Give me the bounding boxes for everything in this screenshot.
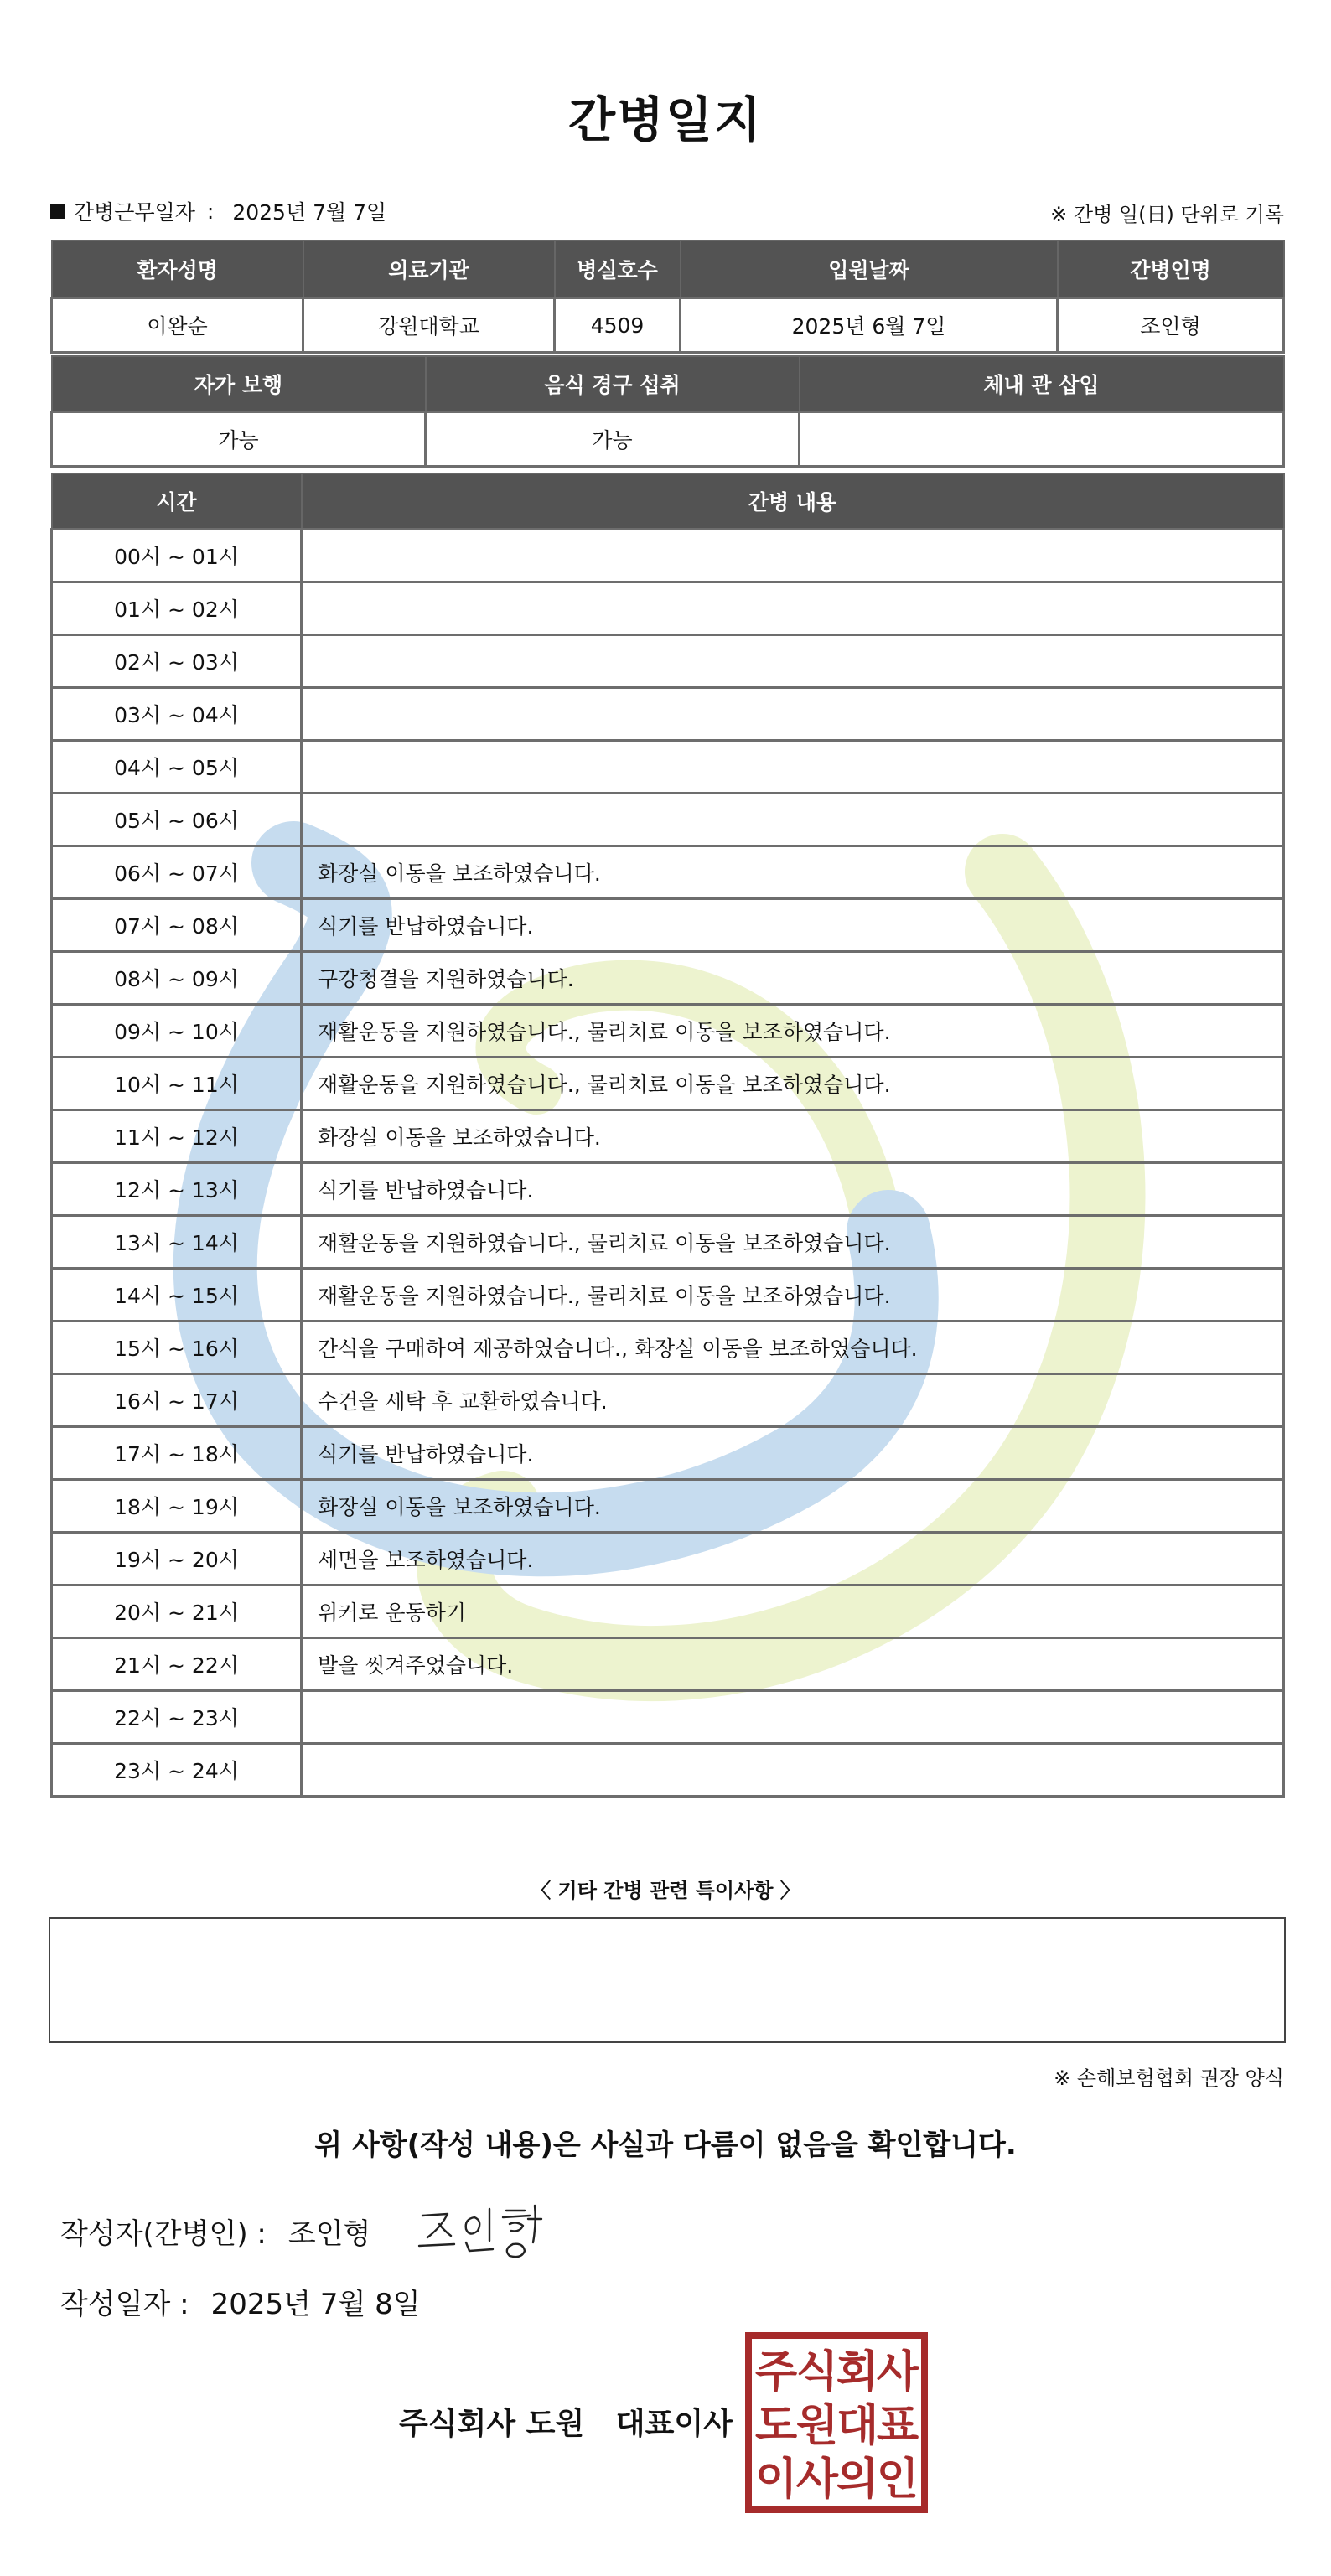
- content-cell: [302, 794, 1284, 846]
- content-cell: 재활운동을 지원하였습니다., 물리치료 이동을 보조하였습니다.: [302, 1005, 1284, 1058]
- content-cell: [302, 741, 1284, 794]
- work-date-value: 2025년 7월 7일: [232, 200, 387, 225]
- table-row: [52, 1744, 1284, 1797]
- time-cell: 11시 ~ 12시: [52, 1110, 302, 1163]
- table-row: [52, 846, 1284, 899]
- content-cell: 식기를 반납하였습니다.: [302, 1427, 1284, 1480]
- patient-name-cell: 이완순: [52, 298, 303, 353]
- room-cell: 4509: [555, 298, 681, 353]
- handwritten-signature: [416, 2199, 558, 2263]
- patient-name-header: 환자성명: [52, 241, 303, 298]
- time-cell: 17시 ~ 18시: [52, 1427, 302, 1480]
- written-date-label: 작성일자 :: [60, 2288, 189, 2321]
- written-date-line: [60, 2281, 421, 2322]
- table-row: [52, 1005, 1284, 1058]
- table-row: [52, 794, 1284, 846]
- writer-line: [60, 2211, 370, 2252]
- hospital-cell: 강원대학교: [303, 298, 555, 353]
- tube-cell: [800, 412, 1284, 467]
- content-cell: 수건을 세탁 후 교환하였습니다.: [302, 1374, 1284, 1427]
- form-source-note: ※ 손해보험협회 권장 양식: [1054, 2066, 1284, 2090]
- content-cell: [302, 688, 1284, 741]
- oral-intake-cell: 가능: [426, 412, 800, 467]
- content-cell: [302, 635, 1284, 688]
- tube-header: 체내 관 삽입: [800, 356, 1284, 412]
- content-cell: 식기를 반납하였습니다.: [302, 899, 1284, 952]
- time-cell: 09시 ~ 10시: [52, 1005, 302, 1058]
- table-row: [52, 530, 1284, 582]
- content-cell: 화장실 이동을 보조하였습니다.: [302, 1110, 1284, 1163]
- time-cell: 14시 ~ 15시: [52, 1269, 302, 1322]
- company-seal-stamp: [744, 2331, 929, 2514]
- table-row: [52, 1322, 1284, 1374]
- svg-text:표: 표: [876, 2401, 919, 2451]
- page-title: 간병일지: [567, 91, 764, 148]
- company-signatory: 주식회사 도원 대표이사: [399, 2407, 733, 2441]
- time-cell: 02시 ~ 03시: [52, 635, 302, 688]
- time-cell: 21시 ~ 22시: [52, 1638, 302, 1691]
- unit-note: ※ 간병 일(日) 단위로 기록: [1050, 203, 1284, 226]
- ability-value-row: [52, 412, 1284, 467]
- svg-text:도: 도: [754, 2401, 798, 2451]
- content-cell: 발을 씻겨주었습니다.: [302, 1638, 1284, 1691]
- table-row: [52, 1163, 1284, 1216]
- content-cell: 세면을 보조하였습니다.: [302, 1533, 1284, 1585]
- svg-text:식: 식: [795, 2347, 839, 2398]
- table-row: [52, 1480, 1284, 1533]
- table-row: [52, 952, 1284, 1005]
- table-row: [52, 1374, 1284, 1427]
- time-cell: 13시 ~ 14시: [52, 1216, 302, 1269]
- caregiver-header: 간병인명: [1058, 241, 1284, 298]
- patient-info-table: [50, 240, 1285, 354]
- hospital-header: 의료기관: [303, 241, 555, 298]
- table-row: [52, 1691, 1284, 1744]
- content-cell: 화장실 이동을 보조하였습니다.: [302, 1480, 1284, 1533]
- walking-cell: 가능: [52, 412, 426, 467]
- caregiver-cell: 조인형: [1058, 298, 1284, 353]
- svg-text:회: 회: [836, 2347, 879, 2398]
- written-date-value: 2025년 7월 8일: [210, 2288, 421, 2321]
- walking-header: 자가 보행: [52, 356, 426, 412]
- table-row: [52, 741, 1284, 794]
- svg-text:인: 인: [876, 2454, 919, 2505]
- time-cell: 04시 ~ 05시: [52, 741, 302, 794]
- care-content-header: 간병 내용: [302, 473, 1284, 530]
- writer-name: 조인형: [287, 2217, 371, 2251]
- content-cell: [302, 530, 1284, 582]
- table-row: [52, 1058, 1284, 1110]
- work-date-label: 간병근무일자: [74, 200, 195, 225]
- table-row: [52, 635, 1284, 688]
- content-cell: 간식을 구매하여 제공하였습니다., 화장실 이동을 보조하였습니다.: [302, 1322, 1284, 1374]
- content-cell: 재활운동을 지원하였습니다., 물리치료 이동을 보조하였습니다.: [302, 1216, 1284, 1269]
- schedule-header-row: [52, 473, 1284, 530]
- time-cell: 00시 ~ 01시: [52, 530, 302, 582]
- table-row: [52, 688, 1284, 741]
- content-cell: 재활운동을 지원하였습니다., 물리치료 이동을 보조하였습니다.: [302, 1269, 1284, 1322]
- work-date-separator: :: [206, 199, 215, 224]
- confirmation-statement: 위 사항(작성 내용)은 사실과 다름이 없음을 확인합니다.: [314, 2129, 1017, 2162]
- table-row: [52, 1585, 1284, 1638]
- time-cell: 08시 ~ 09시: [52, 952, 302, 1005]
- content-cell: 화장실 이동을 보조하였습니다.: [302, 846, 1284, 899]
- oral-intake-header: 음식 경구 섭취: [426, 356, 800, 412]
- time-cell: 05시 ~ 06시: [52, 794, 302, 846]
- svg-text:이: 이: [754, 2454, 798, 2505]
- table-row: [52, 899, 1284, 952]
- svg-text:원: 원: [795, 2401, 839, 2451]
- time-cell: 12시 ~ 13시: [52, 1163, 302, 1216]
- table-row: [52, 582, 1284, 635]
- time-cell: 03시 ~ 04시: [52, 688, 302, 741]
- care-schedule-table: [50, 473, 1285, 1798]
- time-cell: 01시 ~ 02시: [52, 582, 302, 635]
- writer-label: 작성자(간병인) :: [60, 2217, 267, 2251]
- table-row: [52, 1216, 1284, 1269]
- table-row: [52, 1269, 1284, 1322]
- time-cell: 16시 ~ 17시: [52, 1374, 302, 1427]
- time-cell: 06시 ~ 07시: [52, 846, 302, 899]
- svg-text:대: 대: [836, 2401, 879, 2451]
- table-row: [52, 1110, 1284, 1163]
- svg-text:사: 사: [795, 2454, 839, 2505]
- content-cell: 위커로 운동하기: [302, 1585, 1284, 1638]
- time-cell: 22시 ~ 23시: [52, 1691, 302, 1744]
- content-cell: 구강청결을 지원하였습니다.: [302, 952, 1284, 1005]
- time-cell: 18시 ~ 19시: [52, 1480, 302, 1533]
- content-cell: [302, 582, 1284, 635]
- notes-title: 〈 기타 간병 관련 특이사항 〉: [531, 1879, 800, 1902]
- patient-value-row: [52, 298, 1284, 353]
- content-cell: 재활운동을 지원하였습니다., 물리치료 이동을 보조하였습니다.: [302, 1058, 1284, 1110]
- ability-header-row: [52, 356, 1284, 412]
- patient-header-row: [52, 241, 1284, 298]
- patient-ability-table: [50, 355, 1285, 468]
- time-cell: 23시 ~ 24시: [52, 1744, 302, 1797]
- time-header: 시간: [52, 473, 302, 530]
- svg-text:의: 의: [836, 2454, 879, 2505]
- time-cell: 19시 ~ 20시: [52, 1533, 302, 1585]
- content-cell: 식기를 반납하였습니다.: [302, 1163, 1284, 1216]
- admission-date-cell: 2025년 6월 7일: [681, 298, 1058, 353]
- time-cell: 15시 ~ 16시: [52, 1322, 302, 1374]
- time-cell: 20시 ~ 21시: [52, 1585, 302, 1638]
- square-bullet-icon: [50, 204, 65, 219]
- svg-text:주: 주: [754, 2347, 798, 2398]
- time-cell: 07시 ~ 08시: [52, 899, 302, 952]
- content-cell: [302, 1744, 1284, 1797]
- table-row: [52, 1533, 1284, 1585]
- table-row: [52, 1638, 1284, 1691]
- time-cell: 10시 ~ 11시: [52, 1058, 302, 1110]
- notes-box: [49, 1917, 1286, 2043]
- work-date-line: [50, 196, 386, 226]
- table-row: [52, 1427, 1284, 1480]
- svg-text:사: 사: [876, 2347, 919, 2398]
- room-header: 병실호수: [555, 241, 681, 298]
- admission-date-header: 입원날짜: [681, 241, 1058, 298]
- content-cell: [302, 1691, 1284, 1744]
